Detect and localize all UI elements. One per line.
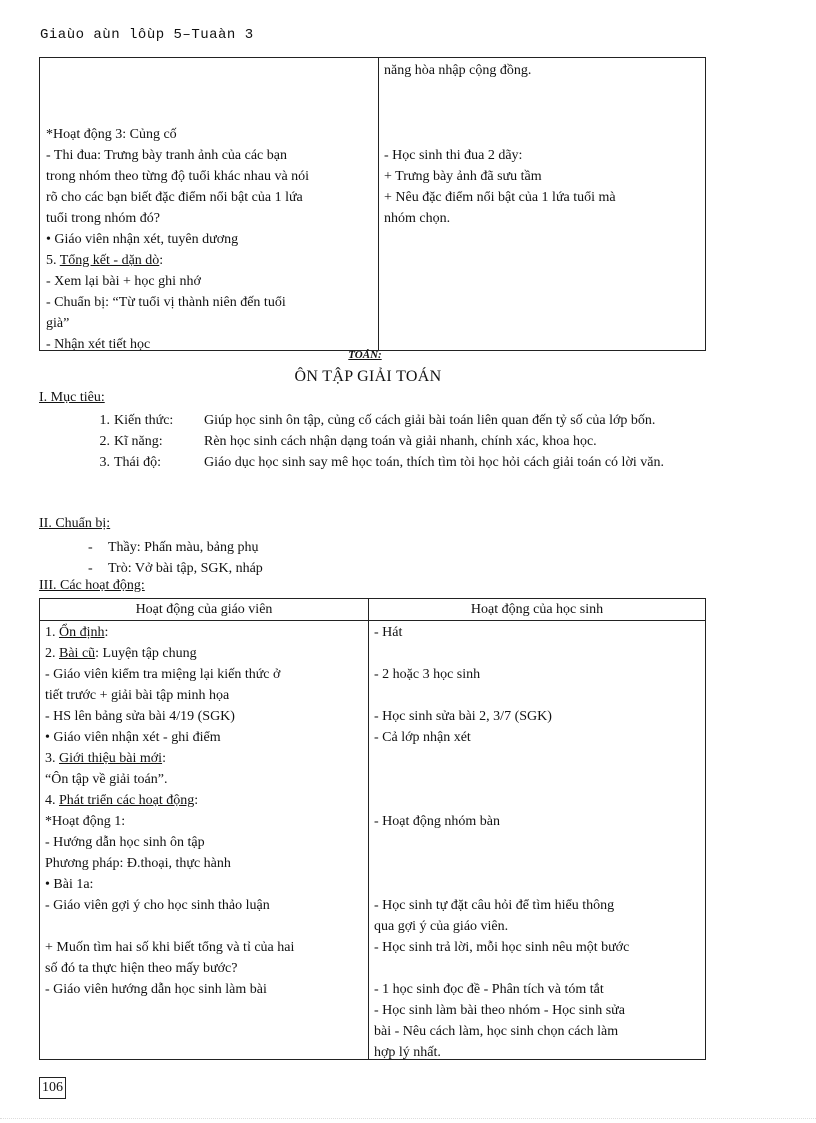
text-line: - 1 học sinh đọc đề - Phân tích và tóm tắt <box>374 982 604 997</box>
footer-divider <box>0 1118 816 1119</box>
objectives-list <box>88 410 708 473</box>
text-line: - Học sinh trả lời, mỗi học sinh nêu một bước <box>374 940 630 955</box>
objective-item: 2. Kĩ năng: Rèn học sinh cách nhận dạng toán và giải nhanh, chính xác, khoa học. <box>99 434 597 449</box>
text-line: - Hát <box>374 625 403 640</box>
text-line: + Muốn tìm hai số khi biết tổng và tỉ của hai <box>45 940 295 955</box>
text-line: 3. Giới thiệu bài mới: <box>45 751 166 766</box>
student-column-header: Hoạt động của học sinh <box>470 602 604 617</box>
text-line: tiết trước + giải bài tập minh họa <box>45 688 230 703</box>
text-line: • Bài 1a: <box>45 877 94 892</box>
lesson-title: ÔN TẬP GIẢI TOÁN <box>294 368 442 385</box>
text-line: • Giáo viên nhận xét, tuyên dương <box>46 232 239 247</box>
student-activities <box>374 622 702 1063</box>
text-line: qua gợi ý của giáo viên. <box>374 919 509 934</box>
student-activities-top <box>384 145 702 229</box>
text-line: + Trưng bày ảnh đã sưu tầm <box>384 169 542 184</box>
section-objectives: I. Mục tiêu: <box>39 390 105 405</box>
text-line: - Cả lớp nhận xét <box>374 730 471 745</box>
text-line: - Hoạt động nhóm bàn <box>374 814 500 829</box>
text-line: - Học sinh thi đua 2 dãy: <box>384 148 523 163</box>
teacher-activities <box>45 622 363 1000</box>
text-line: - Giáo viên gợi ý cho học sinh thảo luận <box>45 898 270 913</box>
text-line: + Nêu đặc điểm nổi bật của 1 lứa tuổi mà <box>384 190 616 205</box>
activities-table <box>39 598 706 1060</box>
objective-item: 1. Kiến thức: Giúp học sinh ôn tập, củng cố cách giải bài toán liên quan đến tỷ số của lớp bốn. <box>99 413 656 428</box>
page-number: 106 <box>39 1077 66 1099</box>
text-line: - Thi đua: Trưng bày tranh ảnh của các bạn <box>46 148 287 163</box>
objective-item: 3. Thái độ: Giáo dục học sinh say mê học toán, thích tìm tòi học hỏi cách giải toán có lời văn. <box>99 455 664 470</box>
text-line: tuổi trong nhóm đó? <box>46 211 160 226</box>
text-line: - Xem lại bài + học ghi nhớ <box>46 274 201 289</box>
text-line: trong nhóm theo từng độ tuổi khác nhau và nói <box>46 169 310 184</box>
teacher-column-header: Hoạt động của giáo viên <box>135 602 273 617</box>
summary-label: Tổng kết - dặn dò <box>59 253 160 268</box>
text-line: - 2 hoặc 3 học sinh <box>374 667 481 682</box>
header-divider <box>40 620 705 621</box>
section-preparation: II. Chuẩn bị: <box>39 516 111 531</box>
text-line: - Học sinh sửa bài 2, 3/7 (SGK) <box>374 709 552 724</box>
text-line: 2. Bài cũ: Luyện tập chung <box>45 646 197 661</box>
text-line: 1. Ổn định: <box>45 625 109 640</box>
continuation-table <box>39 57 706 351</box>
preparation-list <box>88 537 263 579</box>
text-line: nhóm chọn. <box>384 211 451 226</box>
text-line: - Học sinh làm bài theo nhóm - Học sinh sửa <box>374 1003 625 1018</box>
text-line: - Học sinh tự đặt câu hỏi để tìm hiểu thông <box>374 898 615 913</box>
teacher-activities-top <box>46 124 372 355</box>
text-line: - HS lên bảng sửa bài 4/19 (SGK) <box>45 709 235 724</box>
summary-heading: 5. Tổng kết - dặn dò: <box>46 253 164 268</box>
text-line: rõ cho các bạn biết đặc điểm nổi bật của 1 lứa <box>46 190 303 205</box>
subject-label: TOÁN: <box>348 349 382 361</box>
text-line: bài - Nêu cách làm, học sinh chọn cách làm <box>374 1024 619 1039</box>
text-line: năng hòa nhập cộng đồng. <box>384 63 532 78</box>
column-divider <box>368 599 369 1059</box>
text-line: “Ôn tập về giải toán”. <box>45 772 168 787</box>
list-item: - Thầy: Phấn màu, bảng phụ <box>88 537 263 558</box>
text-line: • Giáo viên nhận xét - ghi điểm <box>45 730 221 745</box>
right-first-cell <box>384 60 702 81</box>
text-line: già” <box>46 316 70 331</box>
text-line: - Giáo viên kiểm tra miệng lại kiến thức ở <box>45 667 281 682</box>
text-line: *Hoạt động 1: <box>45 814 126 829</box>
text-line: - Giáo viên hướng dẫn học sinh làm bài <box>45 982 267 997</box>
text-line: số đó ta thực hiện theo mấy bước? <box>45 961 238 976</box>
text-line: 4. Phát triển các hoạt động: <box>45 793 199 808</box>
text-line: - Nhận xét tiết học <box>46 337 151 352</box>
list-item: - Trò: Vở bài tập, SGK, nháp <box>88 558 263 579</box>
page-header: Giaùo aùn lôùp 5–Tuaàn 3 <box>40 27 254 43</box>
text-line: Phương pháp: Đ.thoại, thực hành <box>45 856 231 871</box>
text-line: *Hoạt động 3: Củng cố <box>46 127 177 142</box>
section-activities: III. Các hoạt động: <box>39 578 145 593</box>
column-divider <box>378 58 379 350</box>
text-line: - Chuẩn bị: “Từ tuổi vị thành niên đến tuổi <box>46 295 286 310</box>
text-line: - Hướng dẫn học sinh ôn tập <box>45 835 205 850</box>
text-line: hợp lý nhất. <box>374 1045 441 1060</box>
